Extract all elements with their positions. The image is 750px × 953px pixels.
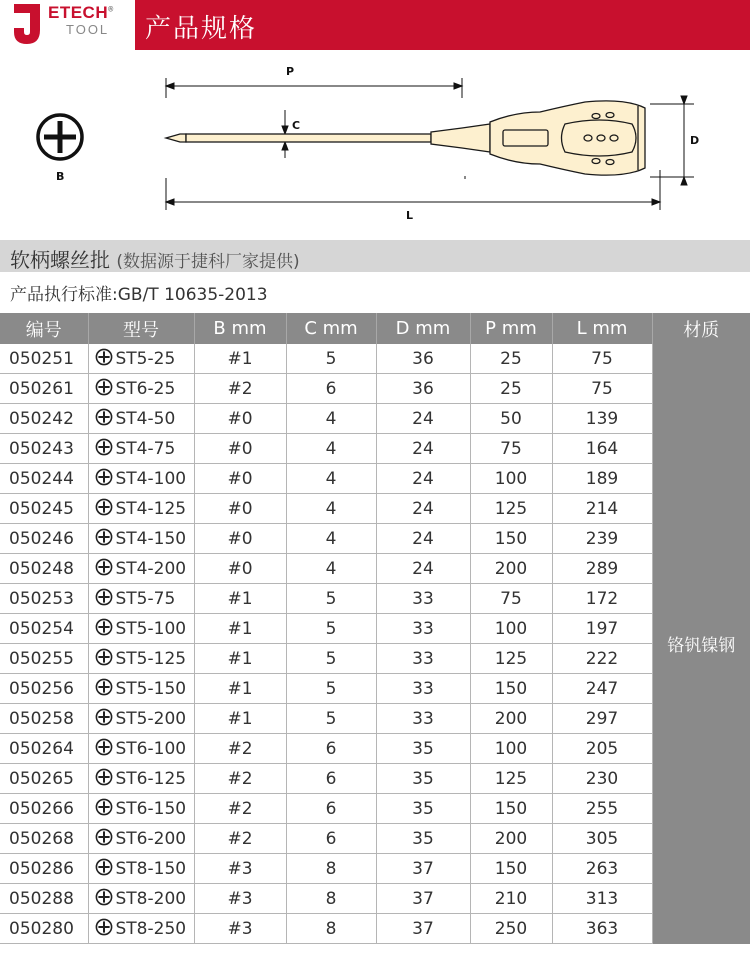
cell-model — [88, 434, 194, 464]
cell-p: 125 — [470, 764, 552, 794]
model-label: ST5-75 — [115, 588, 176, 609]
phillips-cross-icon — [95, 348, 113, 366]
phillips-cross-icon — [95, 498, 113, 516]
col-header-p: P mm — [470, 313, 552, 344]
cell-code: 050261 — [0, 374, 88, 404]
cell-code: 050246 — [0, 524, 88, 554]
cell-l: 289 — [552, 554, 652, 584]
cell-d: 36 — [376, 344, 470, 374]
model-label: ST4-200 — [115, 558, 187, 579]
cell-p: 250 — [470, 914, 552, 944]
phillips-cross-icon — [95, 798, 113, 816]
dimension-p — [166, 78, 462, 98]
cell-d: 33 — [376, 644, 470, 674]
cell-d: 33 — [376, 704, 470, 734]
cell-c: 4 — [286, 524, 376, 554]
cell-l: 75 — [552, 374, 652, 404]
table-row — [0, 644, 750, 674]
cell-code: 050266 — [0, 794, 88, 824]
cell-l: 197 — [552, 614, 652, 644]
brand-logo-name: ETECH® — [48, 3, 114, 22]
model-label: ST4-75 — [115, 438, 176, 459]
cell-d: 24 — [376, 434, 470, 464]
table-row — [0, 764, 750, 794]
cell-b: #3 — [194, 854, 286, 884]
phillips-cross-icon — [95, 678, 113, 696]
cell-d: 37 — [376, 884, 470, 914]
screwdriver-outline — [166, 101, 645, 175]
cell-p: 75 — [470, 584, 552, 614]
cell-model — [88, 734, 194, 764]
phillips-cross-icon — [95, 378, 113, 396]
cell-p: 150 — [470, 674, 552, 704]
cell-c: 8 — [286, 914, 376, 944]
cell-model — [88, 914, 194, 944]
cell-c: 8 — [286, 884, 376, 914]
cell-p: 200 — [470, 704, 552, 734]
cell-b: #2 — [194, 824, 286, 854]
product-name-text: 软柄螺丝批 — [10, 248, 110, 272]
cell-model — [88, 824, 194, 854]
cell-code: 050286 — [0, 854, 88, 884]
header-bar — [135, 0, 750, 50]
cell-l: 305 — [552, 824, 652, 854]
cell-b: #0 — [194, 494, 286, 524]
cell-d: 33 — [376, 584, 470, 614]
cell-c: 6 — [286, 764, 376, 794]
cell-b: #0 — [194, 464, 286, 494]
cell-b: #0 — [194, 524, 286, 554]
cell-model — [88, 704, 194, 734]
phillips-cross-icon — [95, 918, 113, 936]
cell-b: #3 — [194, 914, 286, 944]
label-l: L — [406, 209, 414, 222]
cell-code: 050268 — [0, 824, 88, 854]
cell-b: #3 — [194, 884, 286, 914]
cell-material: 铬钒镍钢 — [652, 344, 750, 944]
cell-b: #0 — [194, 554, 286, 584]
cell-c: 6 — [286, 734, 376, 764]
cell-d: 35 — [376, 734, 470, 764]
table-row — [0, 494, 750, 524]
cell-b: #2 — [194, 764, 286, 794]
phillips-cross-icon — [95, 468, 113, 486]
col-header-model: 型号 — [88, 313, 194, 344]
cell-l: 239 — [552, 524, 652, 554]
dimension-d — [650, 96, 694, 185]
product-standard: 产品执行标准:GB/T 10635-2013 — [10, 285, 268, 305]
model-label: ST8-150 — [115, 858, 187, 879]
cell-b: #1 — [194, 614, 286, 644]
cell-model — [88, 344, 194, 374]
cell-d: 33 — [376, 674, 470, 704]
model-label: ST5-150 — [115, 678, 187, 699]
phillips-cross-icon — [95, 558, 113, 576]
phillips-cross-icon — [95, 528, 113, 546]
table-row — [0, 554, 750, 584]
label-c: C — [292, 119, 301, 132]
cell-p: 25 — [470, 344, 552, 374]
phillips-cross-icon — [95, 768, 113, 786]
cell-p: 125 — [470, 494, 552, 524]
model-label: ST6-25 — [115, 378, 176, 399]
cell-l: 164 — [552, 434, 652, 464]
table-row — [0, 464, 750, 494]
model-label: ST4-50 — [115, 408, 176, 429]
spec-table — [0, 313, 750, 944]
cell-d: 36 — [376, 374, 470, 404]
label-b: B — [56, 170, 65, 183]
cell-model — [88, 464, 194, 494]
cell-code: 050264 — [0, 734, 88, 764]
cell-model — [88, 494, 194, 524]
cell-l: 230 — [552, 764, 652, 794]
col-header-code: 编号 — [0, 313, 88, 344]
model-label: ST6-200 — [115, 828, 187, 849]
screwdriver-dimension-drawing — [0, 50, 750, 240]
cell-c: 5 — [286, 644, 376, 674]
cell-d: 37 — [376, 914, 470, 944]
cell-d: 24 — [376, 524, 470, 554]
phillips-cross-icon — [95, 618, 113, 636]
cell-code: 050248 — [0, 554, 88, 584]
cell-l: 255 — [552, 794, 652, 824]
model-label: ST4-100 — [115, 468, 187, 489]
col-header-c: C mm — [286, 313, 376, 344]
cell-c: 4 — [286, 404, 376, 434]
cell-p: 150 — [470, 524, 552, 554]
cell-l: 222 — [552, 644, 652, 674]
cell-p: 100 — [470, 734, 552, 764]
cell-c: 5 — [286, 704, 376, 734]
cell-c: 6 — [286, 794, 376, 824]
cell-code: 050242 — [0, 404, 88, 434]
cell-code: 050254 — [0, 614, 88, 644]
col-header-d: D mm — [376, 313, 470, 344]
table-row — [0, 434, 750, 464]
cell-code: 050280 — [0, 914, 88, 944]
cell-p: 50 — [470, 404, 552, 434]
phillips-cross-icon — [95, 858, 113, 876]
model-label: ST5-25 — [115, 348, 176, 369]
model-label: ST5-100 — [115, 618, 187, 639]
cell-c: 5 — [286, 584, 376, 614]
table-row — [0, 884, 750, 914]
cell-c: 5 — [286, 614, 376, 644]
cell-c: 5 — [286, 674, 376, 704]
cell-model — [88, 644, 194, 674]
cell-code: 050253 — [0, 584, 88, 614]
product-info-band — [0, 240, 750, 272]
cell-p: 200 — [470, 824, 552, 854]
phillips-cross-icon — [95, 738, 113, 756]
cell-c: 4 — [286, 494, 376, 524]
cell-model — [88, 584, 194, 614]
cell-model — [88, 674, 194, 704]
page-header — [0, 0, 750, 50]
phillips-tip-symbol-icon — [38, 115, 82, 159]
cell-d: 37 — [376, 854, 470, 884]
cell-l: 205 — [552, 734, 652, 764]
cell-l: 214 — [552, 494, 652, 524]
phillips-cross-icon — [95, 588, 113, 606]
cell-b: #2 — [194, 734, 286, 764]
cell-b: #1 — [194, 674, 286, 704]
cell-l: 75 — [552, 344, 652, 374]
table-row — [0, 674, 750, 704]
cell-model — [88, 764, 194, 794]
table-row — [0, 614, 750, 644]
product-source-note: (数据源于捷科厂家提供) — [116, 252, 300, 272]
spec-table-body — [0, 344, 750, 944]
cell-b: #0 — [194, 404, 286, 434]
model-label: ST8-200 — [115, 888, 187, 909]
model-label: ST6-150 — [115, 798, 187, 819]
table-row — [0, 344, 750, 374]
cell-l: 263 — [552, 854, 652, 884]
brand-logo — [0, 0, 135, 50]
cell-p: 25 — [470, 374, 552, 404]
cell-model — [88, 884, 194, 914]
cell-code: 050255 — [0, 644, 88, 674]
cell-l: 297 — [552, 704, 652, 734]
product-name — [10, 244, 300, 273]
cell-l: 189 — [552, 464, 652, 494]
brand-logo-j-mark — [10, 2, 48, 46]
table-row — [0, 914, 750, 944]
cell-code: 050245 — [0, 494, 88, 524]
table-row — [0, 824, 750, 854]
cell-l: 363 — [552, 914, 652, 944]
cell-code: 050251 — [0, 344, 88, 374]
cell-code: 050244 — [0, 464, 88, 494]
cell-p: 200 — [470, 554, 552, 584]
col-header-l: L mm — [552, 313, 652, 344]
cell-p: 150 — [470, 854, 552, 884]
cell-b: #2 — [194, 374, 286, 404]
page-title: 产品规格 — [145, 14, 258, 44]
cell-c: 8 — [286, 854, 376, 884]
cell-c: 4 — [286, 554, 376, 584]
table-row — [0, 704, 750, 734]
cell-d: 24 — [376, 464, 470, 494]
table-row — [0, 524, 750, 554]
phillips-cross-icon — [95, 828, 113, 846]
cell-code: 050265 — [0, 764, 88, 794]
model-label: ST4-125 — [115, 498, 187, 519]
table-header-row — [0, 313, 750, 344]
cell-l: 313 — [552, 884, 652, 914]
table-row — [0, 584, 750, 614]
cell-l: 172 — [552, 584, 652, 614]
col-header-b: B mm — [194, 313, 286, 344]
cell-d: 24 — [376, 404, 470, 434]
cell-code: 050258 — [0, 704, 88, 734]
cell-p: 210 — [470, 884, 552, 914]
cell-d: 35 — [376, 764, 470, 794]
table-row — [0, 794, 750, 824]
cell-c: 5 — [286, 344, 376, 374]
phillips-cross-icon — [95, 708, 113, 726]
cell-c: 4 — [286, 464, 376, 494]
cell-code: 050256 — [0, 674, 88, 704]
table-row — [0, 374, 750, 404]
dimension-l — [166, 170, 660, 210]
label-p: P — [286, 65, 295, 78]
model-label: ST6-100 — [115, 738, 187, 759]
cell-d: 33 — [376, 614, 470, 644]
cell-p: 150 — [470, 794, 552, 824]
cell-p: 125 — [470, 644, 552, 674]
phillips-cross-icon — [95, 648, 113, 666]
brand-logo-sub: TOOL — [66, 22, 110, 37]
cell-d: 35 — [376, 794, 470, 824]
cell-model — [88, 374, 194, 404]
cell-c: 6 — [286, 374, 376, 404]
cell-model — [88, 794, 194, 824]
cell-model — [88, 404, 194, 434]
phillips-cross-icon — [95, 438, 113, 456]
cell-model — [88, 554, 194, 584]
model-label: ST5-125 — [115, 648, 187, 669]
cell-l: 247 — [552, 674, 652, 704]
table-row — [0, 404, 750, 434]
table-row — [0, 854, 750, 884]
label-d: D — [690, 134, 700, 147]
cell-b: #2 — [194, 794, 286, 824]
model-label: ST5-200 — [115, 708, 187, 729]
cell-b: #1 — [194, 704, 286, 734]
cell-code: 050243 — [0, 434, 88, 464]
cell-b: #1 — [194, 644, 286, 674]
cell-d: 24 — [376, 554, 470, 584]
cell-b: #0 — [194, 434, 286, 464]
cell-d: 35 — [376, 824, 470, 854]
table-row — [0, 734, 750, 764]
col-header-material: 材质 — [652, 313, 750, 344]
cell-p: 100 — [470, 464, 552, 494]
cell-c: 4 — [286, 434, 376, 464]
phillips-cross-icon — [95, 408, 113, 426]
model-label: ST6-125 — [115, 768, 187, 789]
cell-model — [88, 524, 194, 554]
cell-d: 24 — [376, 494, 470, 524]
cell-model — [88, 614, 194, 644]
cell-l: 139 — [552, 404, 652, 434]
phillips-cross-icon — [95, 888, 113, 906]
cell-p: 75 — [470, 434, 552, 464]
cell-b: #1 — [194, 344, 286, 374]
model-label: ST4-150 — [115, 528, 187, 549]
model-label: ST8-250 — [115, 918, 187, 939]
cell-p: 100 — [470, 614, 552, 644]
cell-c: 6 — [286, 824, 376, 854]
cell-code: 050288 — [0, 884, 88, 914]
cell-model — [88, 854, 194, 884]
cell-b: #1 — [194, 584, 286, 614]
